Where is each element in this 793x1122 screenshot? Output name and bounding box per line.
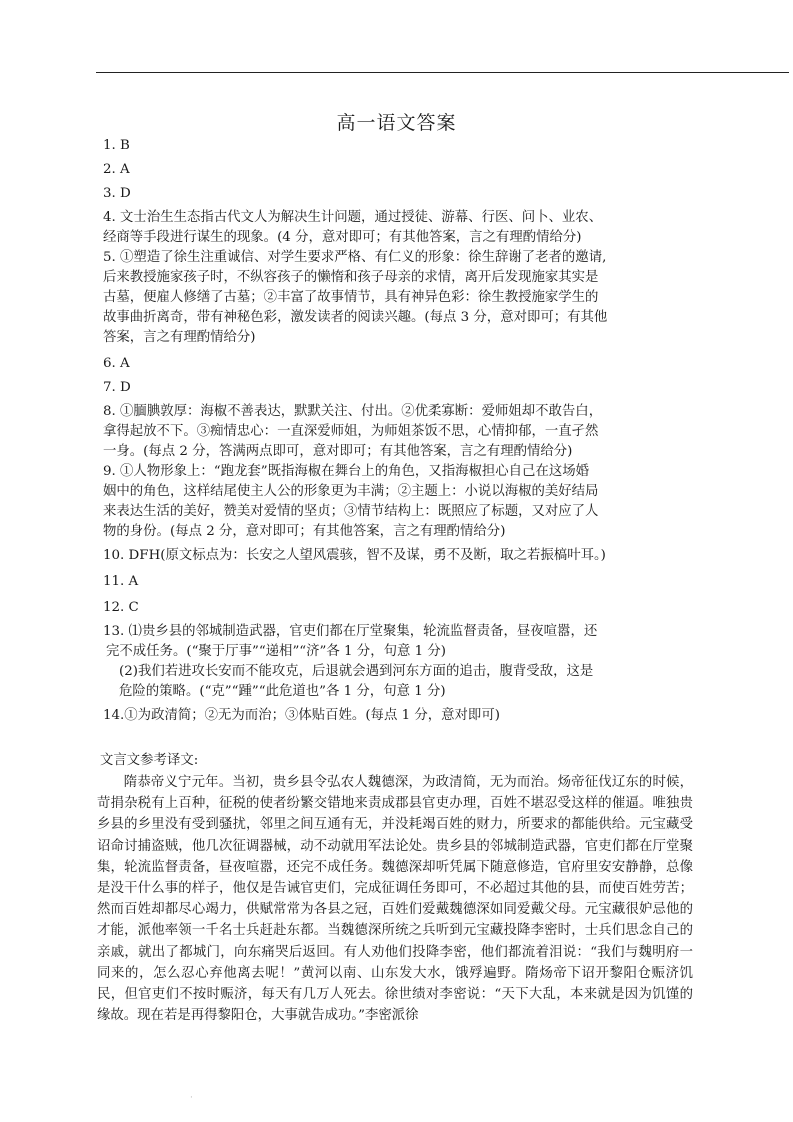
answer-13-line: 13. ⑴贵乡县的邻城制造武器，官吏们都在厅堂聚集，轮流监督责备，昼夜喧嚣，还 bbox=[103, 624, 598, 639]
answer-8-line: 拿得起放不下。③痴情忠心：一直深爱师姐，为师姐茶饭不思，心情抑郁，一直孑然 bbox=[103, 424, 599, 439]
translation-section bbox=[97, 751, 693, 1026]
answer-13-part1 bbox=[103, 622, 693, 662]
answer-9-line: 来表达生活的美好，赞美对爱情的坚贞；③情节结构上：既照应了标题，又对应了人 bbox=[103, 504, 599, 519]
answer-9-line: 9. ①人物形象上：“跑龙套”既指海椒在舞台上的角色，又指海椒担心自己在这场婚 bbox=[103, 464, 590, 479]
answer-12: 12. C bbox=[103, 600, 139, 615]
answer-5-line: 5. ①塑造了徐生注重诚信、对学生要求严格、有仁义的形象：徐生辞谢了老者的邀请, bbox=[103, 250, 607, 265]
answer-6: 6. A bbox=[103, 356, 130, 371]
answer-8-line: 8. ①腼腆敦厚：海椒不善表达，默默关注、付出。②优柔寡断：爱师姐却不敢告白， bbox=[103, 404, 603, 419]
answer-5 bbox=[103, 248, 693, 348]
answer-4-line: 经商等手段进行谋生的现象。(4 分，意对即可；有其他答案，言之有理酌情给分) bbox=[103, 230, 582, 245]
answer-13-line: (2)我们若进攻长安而不能攻克，后退就会遇到河东方面的追击，腹背受敌，这是 bbox=[119, 664, 594, 679]
answer-10: 10. DFH(原文标点为：长安之人望风震骇，智不及谋，勇不及断，取之若振槁叶耳。) bbox=[103, 548, 606, 563]
answer-13-part2 bbox=[103, 662, 693, 702]
answer-7: 7. D bbox=[103, 380, 131, 395]
answer-2: 2. A bbox=[103, 162, 130, 177]
header-rule bbox=[96, 72, 789, 73]
answer-9-line: 物的身份。(每点 2 分，意对即可；有其他答案，言之有理酌情给分) bbox=[103, 524, 506, 539]
translation-paragraph: 隋恭帝义宁元年。当初，贵乡县令弘农人魏德深，为政清简，无为而治。炀帝征伐辽东的时候，苛捐杂税有上百种，征税的使者纷繁交错地来责成郡县官吏办理，百姓不堪忍受这样的催逼。唯独贵乡县的乡里没有受到骚扰，邻里之间互通有无，并没耗竭百姓的财力，所要求的都能供给。元宝藏受诏命讨捕盗贼，他几次征调器械，动不动就用军法论处。贵乡县的邻城制造武器，官吏们都在厅堂聚集，轮流监督责备，昼夜喧嚣，还完不成任务。魏德深却听凭属下随意修造，官府里安安静静，总像是没干什么事的样子，他仅是告诫官吏们，完成征调任务即可，不必超过其他的县，而使百姓劳苦；然而百姓却都尽心竭力，供赋常常为各县之冠，百姓们爱戴魏德深如同爱戴父母。元宝藏很妒忌他的才能，派他率领一千名士兵赶赴东都。当魏德深所统之兵听到元宝藏投降李密时，士兵们思念自己的亲戚，就出了都城门，向东痛哭后返回。有人劝他们投降李密，他们都流着泪说：“我们与魏明府一同来的，怎么忍心弃他离去呢！”黄河以南、山东发大水，饿殍遍野。隋炀帝下诏开黎阳仓赈济饥民，但官吏们不按时赈济，每天有几万人死去。徐世绩对李密说：“天下大乱，本来就是因为饥馑的缘故。现在若是再得黎阳仓，大事就告成功。”李密派徐 bbox=[97, 775, 693, 1024]
answer-1: 1. B bbox=[103, 138, 130, 153]
answer-9 bbox=[103, 462, 693, 542]
answer-8-line: 一身。(每点 2 分，答满两点即可，意对即可；有其他答案，言之有理酌情给分) bbox=[103, 444, 573, 459]
answer-3: 3. D bbox=[103, 186, 131, 201]
answer-5-line: 故事曲折离奇，带有神秘色彩，激发读者的阅读兴趣。(每点 3 分，意对即可；有其他 bbox=[103, 310, 608, 325]
scan-dot: · bbox=[190, 1093, 193, 1103]
answer-14: 14.①为政清简；②无为而治；③体贴百姓。(每点 1 分，意对即可) bbox=[103, 708, 500, 723]
answer-4-line: 4. 文士治生生态指古代文人为解决生计问题，通过授徒、游幕、行医、问卜、业农、 bbox=[103, 210, 603, 225]
answer-11: 11. A bbox=[103, 574, 139, 589]
answer-9-line: 姻中的角色，这样结尾使主人公的形象更为丰满；②主题上：小说以海椒的美好结局 bbox=[103, 484, 599, 499]
answer-4 bbox=[103, 208, 693, 248]
page-title: 高一语文答案 bbox=[336, 112, 457, 134]
answer-8 bbox=[103, 402, 693, 462]
answer-5-line: 后来教授施家孩子时，不纵容孩子的懒惰和孩子母亲的求情，离开后发现施家其实是 bbox=[103, 270, 599, 285]
answer-13-line: 危险的策略。(“克”“踵”“此危道也”各 1 分，句意 1 分) bbox=[119, 684, 446, 699]
answer-list bbox=[103, 136, 693, 726]
translation-heading: 文言文参考译文: bbox=[100, 753, 199, 768]
answer-5-line: 答案，言之有理酌情给分) bbox=[103, 330, 256, 345]
answer-5-line: 古墓，便雇人修缮了古墓；②丰富了故事情节，具有神异色彩：徐生教授施家学生的 bbox=[103, 290, 599, 305]
answer-13-line: 完不成任务。(“聚于厅事”“递相”“济”各 1 分，句意 1 分) bbox=[106, 644, 447, 659]
